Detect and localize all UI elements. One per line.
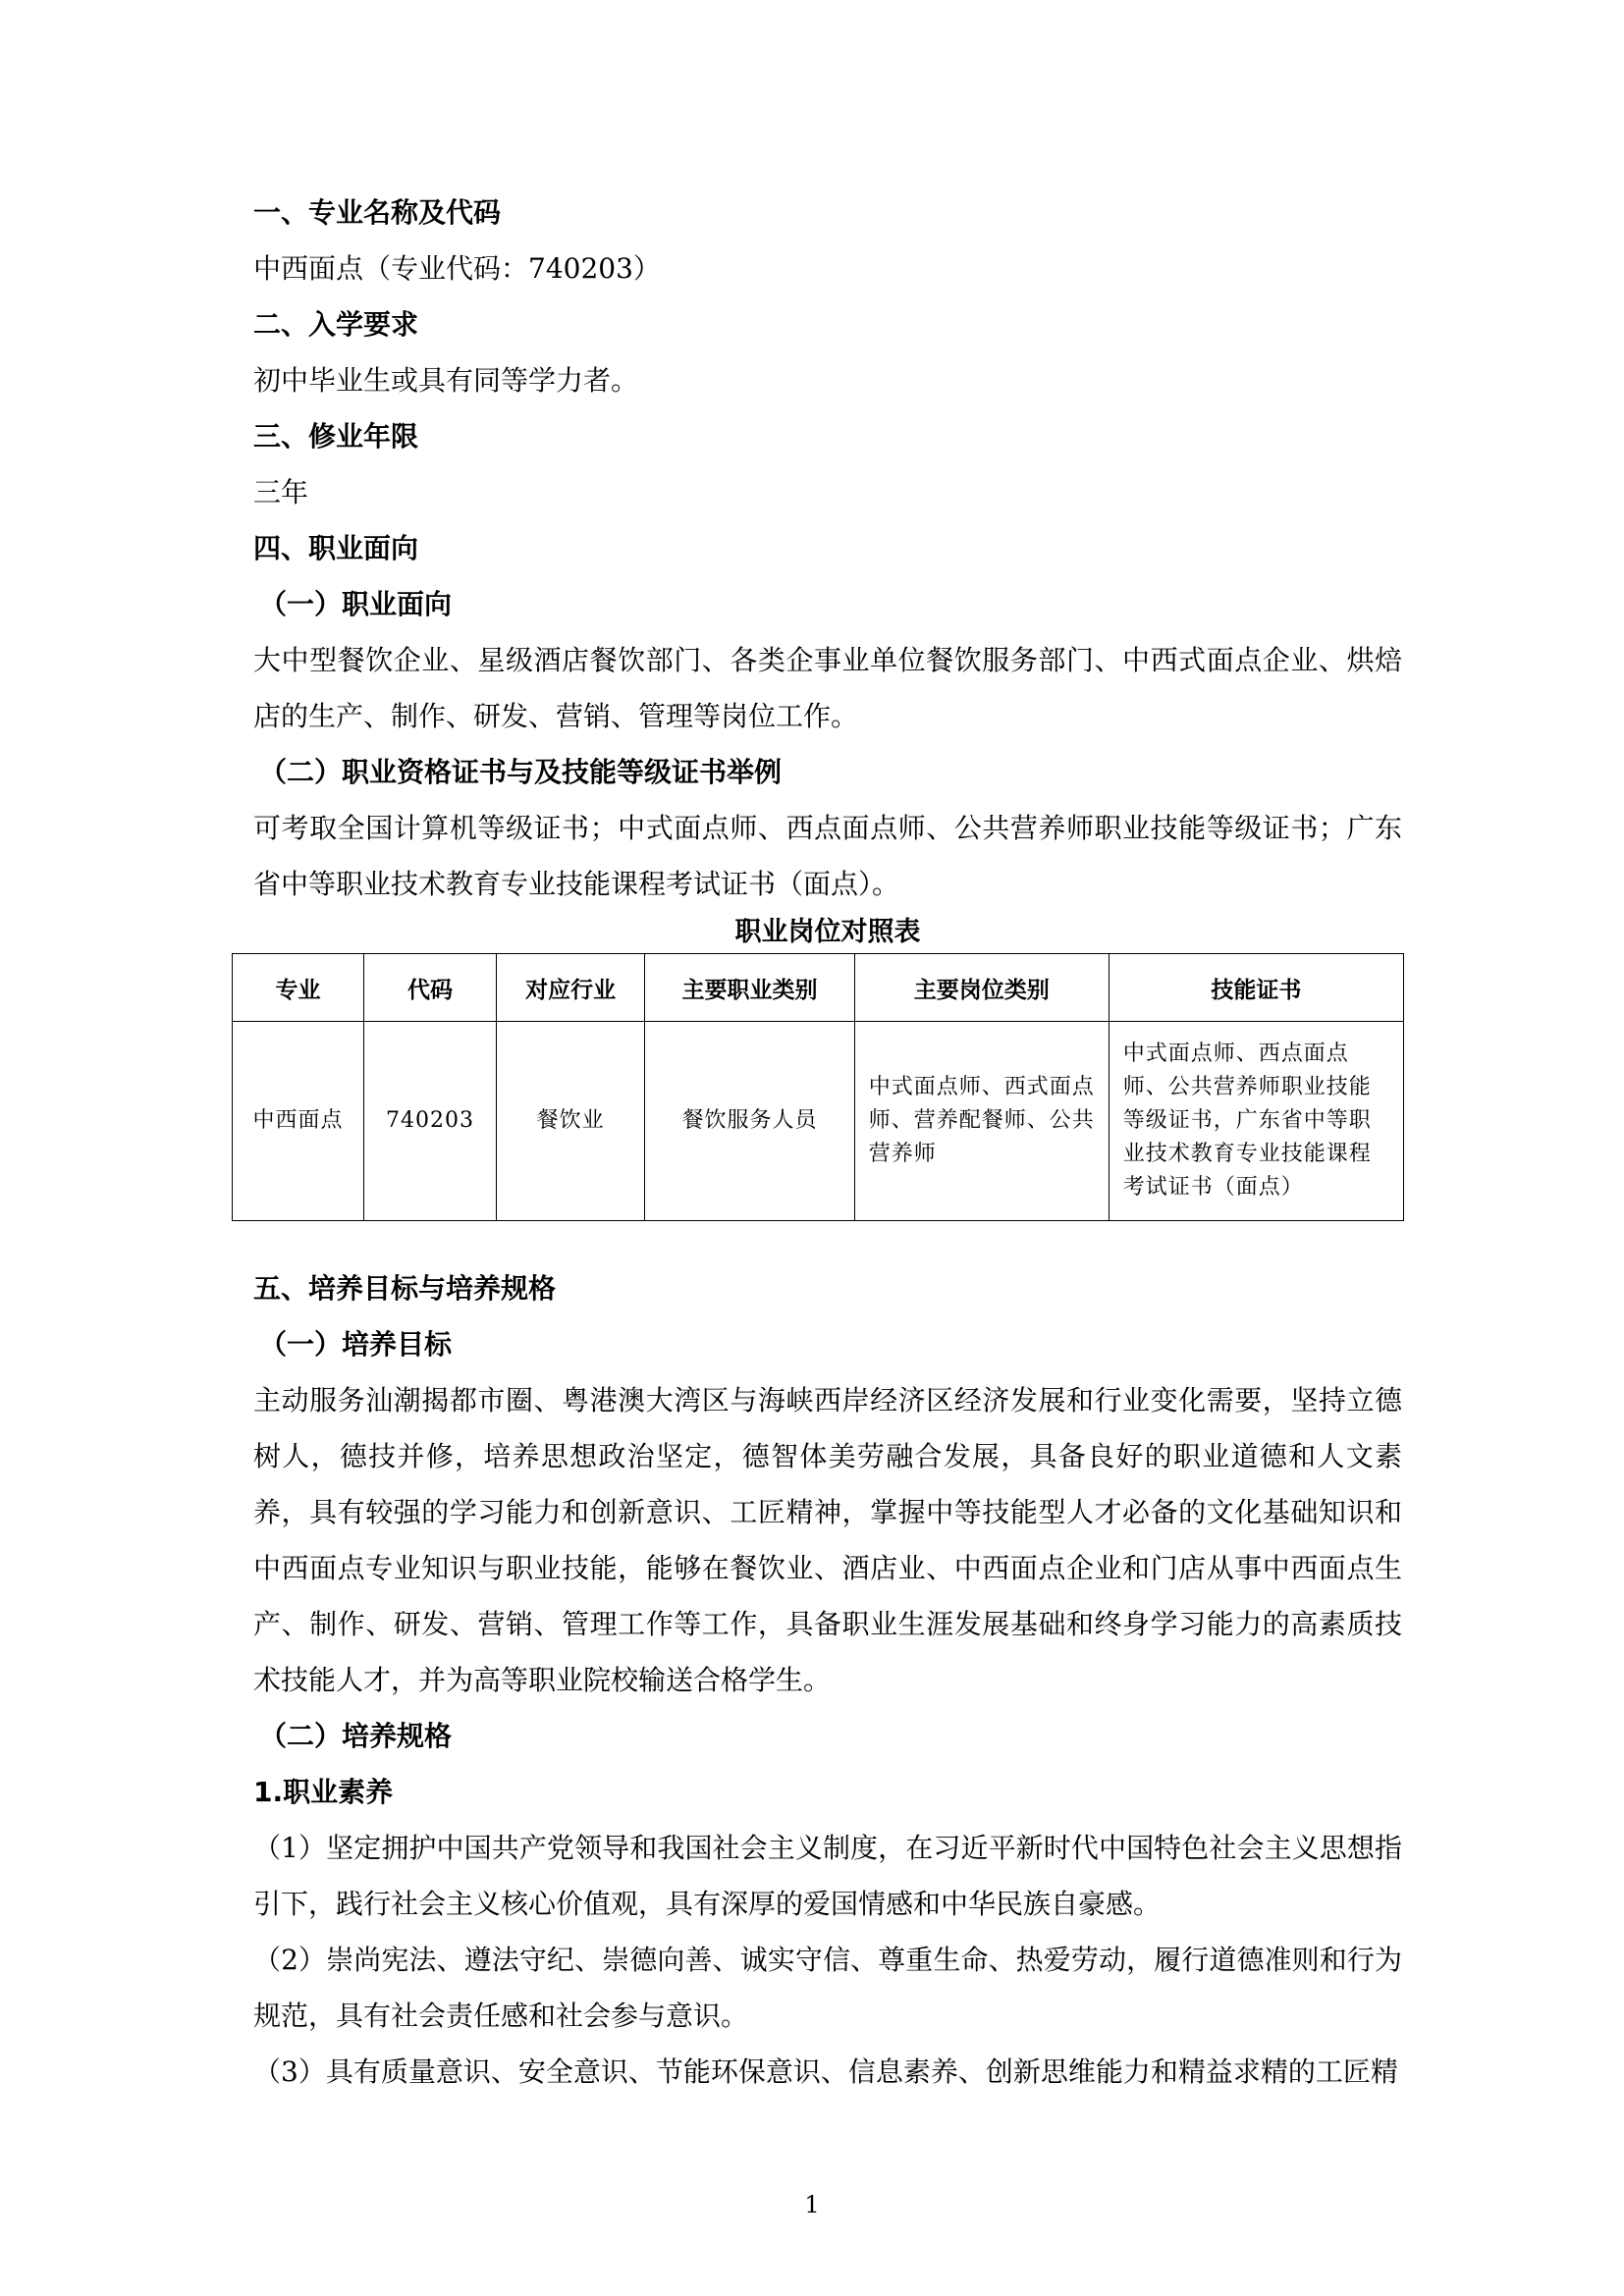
section-5-heading: 五、培养目标与培养规格: [253, 1272, 557, 1305]
document-body: [253, 185, 1402, 2100]
career-position-table: [232, 953, 1404, 1221]
career-orientation-text: 大中型餐饮企业、星级酒店餐饮部门、各类企事业单位餐饮服务部门、中西式面点企业、烘焙店的生产、制作、研发、营销、管理等岗位工作。: [253, 644, 1402, 732]
study-duration: 三年: [253, 476, 309, 508]
section-3-heading: 三、修业年限: [253, 420, 419, 453]
table-header-cell: 专业: [233, 954, 364, 1022]
table-cell: 餐饮业: [497, 1022, 645, 1221]
table-header-cell: 技能证书: [1109, 954, 1403, 1022]
page-number: 1: [804, 2191, 820, 2218]
quality-item-1: （1）坚定拥护中国共产党领导和我国社会主义制度，在习近平新时代中国特色社会主义思想指引下，践行社会主义核心价值观，具有深厚的爱国情感和中华民族自豪感。: [253, 1832, 1402, 1920]
table-cell: 中西面点: [233, 1022, 364, 1221]
table-header-row: [233, 954, 1404, 1022]
section-4-heading: 四、职业面向: [253, 532, 419, 564]
table-cell: 中式面点师、西点面点师、公共营养师职业技能等级证书，广东省中等职业技术教育专业技能课程考试证书（面点）: [1109, 1022, 1403, 1221]
table-header-cell: 主要职业类别: [645, 954, 855, 1022]
major-name-code: 中西面点（专业代码：740203）: [253, 252, 661, 285]
table-cell: 餐饮服务人员: [645, 1022, 855, 1221]
table-header-cell: 代码: [364, 954, 497, 1022]
section-2-heading: 二、入学要求: [253, 308, 419, 341]
quality-item-3: （3）具有质量意识、安全意识、节能环保意识、信息素养、创新思维能力和精益求精的工匠精: [253, 2056, 1398, 2088]
table-header-cell: 对应行业: [497, 954, 645, 1022]
admission-requirement: 初中毕业生或具有同等学力者。: [253, 364, 639, 397]
table-header-cell: 主要岗位类别: [854, 954, 1109, 1022]
training-objective-text: 主动服务汕潮揭都市圈、粤港澳大湾区与海峡西岸经济区经济发展和行业变化需要，坚持立德树人，德技并修，培养思想政治坚定，德智体美劳融合发展，具备良好的职业道德和人文素养，具有较强的学习能力和创新意识、工匠精神，掌握中等技能型人才必备的文化基础知识和中西面点专业知识与职业技能，能够在餐饮业、酒店业、中西面点企业和门店从事中西面点生产、制作、研发、营销、管理工作等工作，具备职业生涯发展基础和终身学习能力的高素质技术技能人才，并为高等职业院校输送合格学生。: [253, 1384, 1402, 1696]
section-1-heading: 一、专业名称及代码: [253, 196, 502, 229]
quality-item-2: （2）崇尚宪法、遵法守纪、崇德向善、诚实守信、尊重生命、热爱劳动，履行道德准则和行为规范，具有社会责任感和社会参与意识。: [253, 1944, 1402, 2032]
section-4-sub1-heading: （一）职业面向: [259, 588, 453, 620]
section-5-sub1-heading: （一）培养目标: [259, 1328, 453, 1361]
table-row: [233, 1022, 1404, 1221]
section-5-sub2-heading: （二）培养规格: [259, 1720, 453, 1752]
professional-quality-heading: 1.职业素养: [253, 1776, 394, 1808]
table-cell: 中式面点师、西式面点师、营养配餐师、公共营养师: [854, 1022, 1109, 1221]
table-caption: 职业岗位对照表: [734, 917, 921, 947]
certificates-text: 可考取全国计算机等级证书；中式面点师、西点面点师、公共营养师职业技能等级证书；广东省中等职业技术教育专业技能课程考试证书（面点）。: [253, 812, 1402, 900]
table-cell: 740203: [364, 1022, 497, 1221]
section-4-sub2-heading: （二）职业资格证书与及技能等级证书举例: [259, 756, 783, 788]
